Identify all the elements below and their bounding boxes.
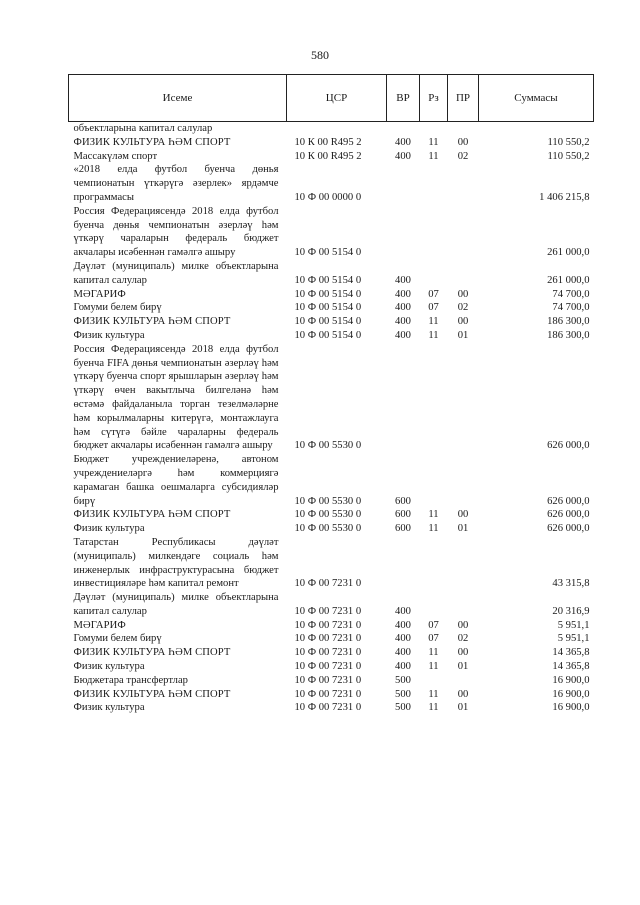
cell-name: Дәүләт (муниципаль) милке объектларына капитал салулар — [73, 260, 279, 286]
cell-name: Дәүләт (муниципаль) милке объектларына капитал салулар — [73, 592, 279, 617]
cell-csr: 10 Ф 00 0000 0 — [294, 191, 362, 203]
cell-vr: 600 — [395, 509, 411, 521]
cell-sum: 1 406 215,8 — [539, 191, 590, 203]
cell-vr — [387, 343, 420, 453]
cell-name: ФИЗИК КУЛЬТУРА ҺӘМ СПОРТ — [73, 647, 231, 659]
cell-vr: 400 — [395, 329, 411, 341]
cell-vr: 400 — [395, 150, 411, 162]
cell-vr: 400 — [395, 274, 411, 286]
cell-rz: 07 — [428, 302, 439, 314]
cell-pr: 02 — [457, 302, 469, 314]
cell-csr: 10 Ф 00 7231 0 — [294, 688, 362, 700]
cell-name: МӘГАРИФ — [73, 619, 126, 631]
table-row — [69, 632, 594, 646]
cell-csr: 10 Ф 00 5530 0 — [294, 440, 362, 452]
cell-pr — [448, 163, 479, 204]
cell-name: Гомуми белем бирү — [73, 633, 162, 645]
cell-pr: 02 — [457, 633, 469, 645]
cell-pr: 00 — [457, 647, 469, 659]
table-body — [69, 122, 594, 716]
cell-rz: 11 — [428, 647, 439, 659]
cell-pr: 01 — [457, 329, 469, 341]
table-row — [69, 591, 594, 619]
cell-vr — [387, 122, 420, 136]
cell-rz — [420, 205, 448, 260]
table-row — [69, 288, 594, 302]
cell-sum: 5 951,1 — [557, 619, 590, 631]
cell-vr: 400 — [395, 136, 411, 148]
cell-vr: 400 — [395, 619, 411, 631]
cell-pr: 01 — [457, 523, 469, 535]
cell-csr: 10 К 00 R495 2 — [294, 136, 362, 148]
cell-pr: 01 — [457, 661, 469, 673]
cell-pr — [448, 343, 479, 453]
cell-sum: 261 000,0 — [547, 274, 590, 286]
cell-pr — [448, 674, 479, 688]
cell-rz: 11 — [428, 316, 439, 328]
cell-csr: 10 Ф 00 7231 0 — [294, 605, 362, 617]
cell-csr: 10 Ф 00 7231 0 — [294, 702, 362, 714]
cell-rz: 11 — [428, 523, 439, 535]
cell-sum: 110 550,2 — [547, 136, 590, 148]
cell-name: Татарстан Республикасы дәүләт (муниципаль) милкендәге социаль һәм инженерлык инфраструктурасына бюджет инвестицияләре һәм капитал ремонт — [73, 536, 279, 590]
cell-rz: 07 — [428, 619, 439, 631]
cell-sum: 626 000,0 — [547, 523, 590, 535]
table-header — [69, 75, 594, 122]
cell-csr: 10 Ф 00 5154 0 — [294, 274, 362, 286]
table-row — [69, 701, 594, 715]
cell-pr — [448, 122, 479, 136]
header-name: Исеме — [69, 75, 287, 122]
cell-vr: 500 — [395, 688, 411, 700]
cell-csr: 10 Ф 00 7231 0 — [294, 578, 362, 590]
cell-rz — [420, 260, 448, 288]
cell-name: объектларына капитал салулар — [73, 123, 213, 134]
cell-name: Россия Федерациясендә 2018 елда футбол буенча дөнья чемпионатын әзерләү һәм үткәрү чараларын федераль бюджет акчалары исәбеннән гамәлгә ашыру — [73, 205, 279, 259]
cell-vr: 600 — [395, 495, 411, 507]
cell-pr: 02 — [457, 150, 469, 162]
cell-vr: 400 — [395, 605, 411, 617]
header-vr: ВР — [387, 75, 420, 122]
cell-vr: 400 — [395, 288, 411, 300]
cell-csr: 10 Ф 00 7231 0 — [294, 674, 362, 686]
cell-rz — [420, 536, 448, 591]
cell-rz — [420, 674, 448, 688]
cell-rz — [420, 453, 448, 508]
header-rz: Рз — [420, 75, 448, 122]
page-number: 580 — [311, 48, 329, 62]
cell-vr: 400 — [395, 302, 411, 314]
cell-csr: 10 К 00 R495 2 — [294, 150, 362, 162]
cell-csr: 10 Ф 00 5530 0 — [294, 509, 362, 521]
cell-rz: 11 — [428, 329, 439, 341]
cell-pr: 00 — [457, 136, 469, 148]
cell-rz — [420, 591, 448, 619]
cell-csr: 10 Ф 00 7231 0 — [294, 633, 362, 645]
cell-csr: 10 Ф 00 5154 0 — [294, 288, 362, 300]
cell-sum: 110 550,2 — [547, 150, 590, 162]
header-csr: ЦСР — [287, 75, 387, 122]
table-row — [69, 619, 594, 633]
table-row — [69, 150, 594, 164]
cell-rz — [420, 163, 448, 204]
cell-sum: 16 900,0 — [552, 688, 590, 700]
cell-sum: 186 300,0 — [547, 316, 590, 328]
cell-vr: 500 — [395, 674, 411, 686]
cell-sum: 626 000,0 — [547, 495, 590, 507]
cell-rz: 11 — [428, 150, 439, 162]
cell-rz — [420, 122, 448, 136]
cell-rz: 07 — [428, 288, 439, 300]
table-row — [69, 508, 594, 522]
cell-name: ФИЗИК КУЛЬТУРА ҺӘМ СПОРТ — [73, 509, 231, 521]
cell-rz: 11 — [428, 136, 439, 148]
cell-name: Физик культура — [73, 329, 145, 341]
cell-vr — [387, 205, 420, 260]
cell-csr: 10 Ф 00 7231 0 — [294, 619, 362, 631]
cell-csr: 10 Ф 00 5530 0 — [294, 523, 362, 535]
cell-csr: 10 Ф 00 7231 0 — [294, 647, 362, 659]
cell-csr: 10 Ф 00 5154 0 — [294, 302, 362, 314]
cell-sum: 74 700,0 — [552, 302, 590, 314]
table-row — [69, 688, 594, 702]
table-row — [69, 301, 594, 315]
cell-csr: 10 Ф 00 5154 0 — [294, 329, 362, 341]
cell-name: Массакүләм спорт — [73, 150, 158, 162]
cell-name: Гомуми белем бирү — [73, 302, 162, 314]
cell-name: МӘГАРИФ — [73, 288, 126, 300]
table-row — [69, 163, 594, 204]
cell-vr — [387, 163, 420, 204]
cell-vr: 500 — [395, 702, 411, 714]
table-row — [69, 122, 594, 136]
cell-sum — [479, 122, 594, 136]
cell-csr: 10 Ф 00 7231 0 — [294, 661, 362, 673]
cell-rz — [420, 343, 448, 453]
table-row — [69, 329, 594, 343]
cell-pr — [448, 591, 479, 619]
cell-pr: 01 — [457, 702, 469, 714]
table-row — [69, 674, 594, 688]
table-row — [69, 343, 594, 453]
cell-sum: 261 000,0 — [547, 247, 590, 259]
cell-sum: 16 900,0 — [552, 702, 590, 714]
table-row — [69, 646, 594, 660]
cell-sum: 74 700,0 — [552, 288, 590, 300]
cell-sum: 14 365,8 — [552, 647, 590, 659]
cell-rz: 11 — [428, 509, 439, 521]
cell-name: Физик культура — [73, 661, 145, 673]
cell-vr: 400 — [395, 647, 411, 659]
header-sum: Суммасы — [479, 75, 594, 122]
cell-name: Бюджетара трансфертлар — [73, 674, 188, 686]
cell-sum: 14 365,8 — [552, 661, 590, 673]
table-row — [69, 315, 594, 329]
cell-name: Физик культура — [73, 523, 145, 535]
table-row — [69, 522, 594, 536]
cell-sum: 626 000,0 — [547, 509, 590, 521]
budget-table — [68, 74, 594, 715]
cell-pr: 00 — [457, 619, 469, 631]
cell-csr: 10 Ф 00 5154 0 — [294, 247, 362, 259]
cell-pr — [448, 536, 479, 591]
cell-vr: 400 — [395, 316, 411, 328]
cell-csr: 10 Ф 00 5154 0 — [294, 316, 362, 328]
cell-sum: 626 000,0 — [547, 440, 590, 452]
cell-rz: 07 — [428, 633, 439, 645]
table-row — [69, 136, 594, 150]
cell-pr — [448, 205, 479, 260]
cell-pr: 00 — [457, 509, 469, 521]
table-row — [69, 536, 594, 591]
cell-name: Бюджет учреждениеләренә, автоном учреждениеләргә һәм коммерциягә карамаган башка оешмаларга субсидияләр бирү — [73, 454, 279, 507]
cell-name: Физик культура — [73, 702, 145, 714]
cell-sum: 5 951,1 — [557, 633, 590, 645]
cell-sum: 43 315,8 — [552, 578, 590, 590]
cell-pr — [448, 453, 479, 508]
cell-pr: 00 — [457, 316, 469, 328]
cell-vr — [387, 536, 420, 591]
cell-csr: 10 Ф 00 5530 0 — [294, 495, 362, 507]
cell-rz: 11 — [428, 688, 439, 700]
header-pr: ПР — [448, 75, 479, 122]
cell-vr: 400 — [395, 661, 411, 673]
cell-sum: 186 300,0 — [547, 329, 590, 341]
cell-sum: 20 316,9 — [552, 605, 590, 617]
cell-name: Россия Федерациясендә 2018 елда футбол буенча FIFA дөнья чемпионатын әзерләү һәм үткәрү буенча спорт ярышларын әзерләү һәм үткәрү өчен вакытлыча билгеләнә һәм өстәмә файдаланыла торган тезелмәләрне һәм корылмаларны китерүгә, монтажлауга һәм сүтүгә бәйле чараларны федераль бюджет акчалары исәбеннән гамәлгә ашыру — [73, 343, 279, 452]
cell-vr: 600 — [395, 523, 411, 535]
cell-vr: 400 — [395, 633, 411, 645]
cell-rz: 11 — [428, 661, 439, 673]
cell-name: ФИЗИК КУЛЬТУРА ҺӘМ СПОРТ — [73, 136, 231, 148]
table-row — [69, 205, 594, 260]
cell-pr — [448, 260, 479, 288]
table-row — [69, 453, 594, 508]
table-row — [69, 660, 594, 674]
cell-name: ФИЗИК КУЛЬТУРА ҺӘМ СПОРТ — [73, 688, 231, 700]
cell-pr: 00 — [457, 688, 469, 700]
cell-name: ФИЗИК КУЛЬТУРА ҺӘМ СПОРТ — [73, 316, 231, 328]
cell-name: «2018 елда футбол буенча дөнья чемпионатын үткәрүгә әзерлек» ярдәмче программасы — [73, 164, 279, 203]
cell-sum: 16 900,0 — [552, 674, 590, 686]
cell-rz: 11 — [428, 702, 439, 714]
table-row — [69, 260, 594, 288]
cell-csr — [287, 122, 387, 136]
cell-pr: 00 — [457, 288, 469, 300]
